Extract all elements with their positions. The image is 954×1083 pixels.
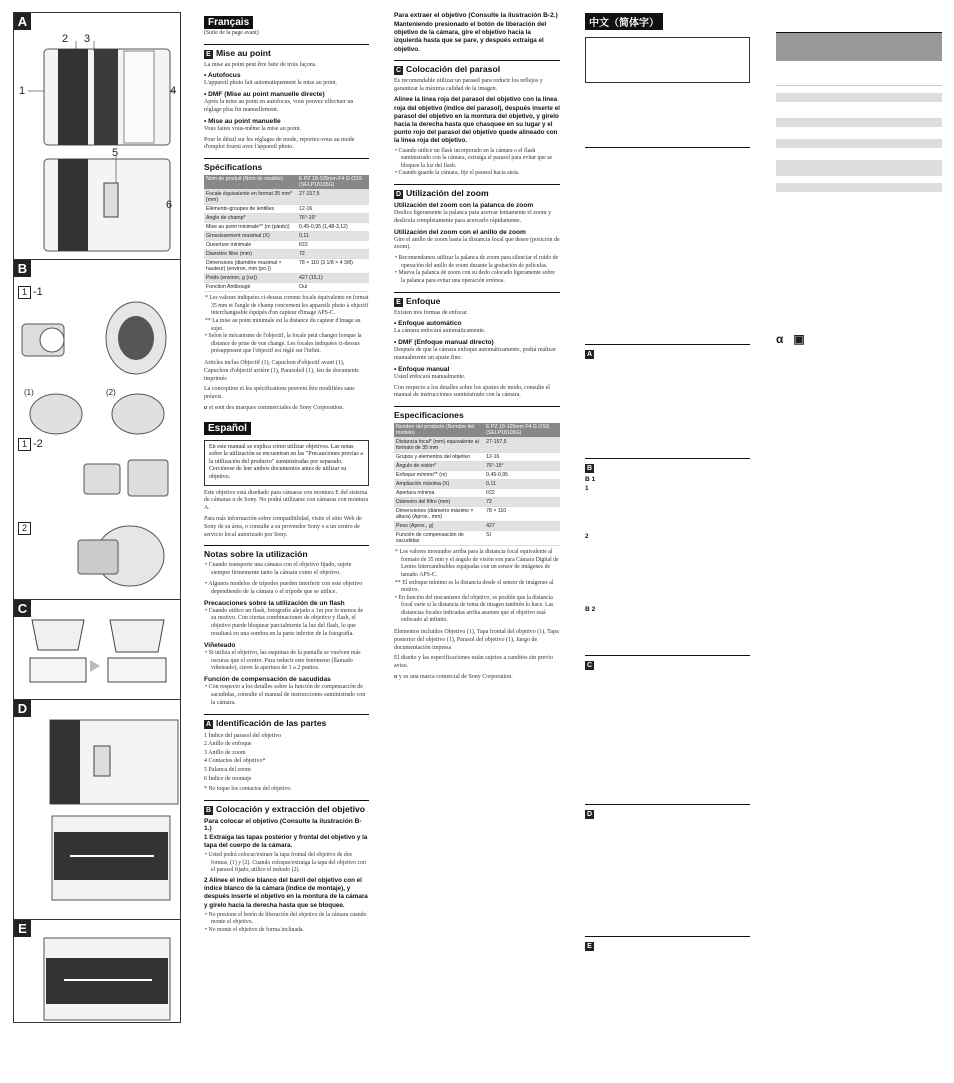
- spec-row: [204, 241, 369, 250]
- zh-trademark-logo: α ▣: [776, 332, 805, 346]
- trademark-es: α y es una marca comercial de Sony Corporation.: [394, 674, 513, 681]
- section-title-a-es: A Identificación de las partes: [204, 714, 369, 729]
- spec-cell: 12-16: [484, 453, 560, 462]
- figure-label-1: (1): [24, 388, 34, 397]
- zh-section-b1: B 1: [585, 476, 596, 483]
- section-title-e-fr: E Mise au point: [204, 44, 369, 59]
- spec-cell: 0,45-0,95 (1,48-3,12): [297, 223, 369, 232]
- spec-cell: 27-157,5: [297, 190, 369, 205]
- spec-row: [394, 438, 560, 453]
- spec-cell: Dimensions (diamètre maximal × hauteur) (environ, mm (po.)): [204, 259, 297, 274]
- spec-cell: 78 × 110 (3 1/8 × 4 3/8): [297, 259, 369, 274]
- notice-box-es: En este manual se explica cómo utilizar objetivos. Las notas sobre la utilización se encuentran en las "Precauciones previas a la utilización del producto" suministradas por separado. Cerciórese de leer ambos documentos antes de utilizar su objetivo.: [204, 440, 369, 486]
- callout-5: 5: [112, 147, 119, 159]
- spec-cell: 427: [484, 522, 560, 531]
- section-title-e-es: E Enfoque: [394, 292, 560, 307]
- figure-section-a: [14, 13, 180, 259]
- spec-cell: 12-16: [297, 205, 369, 214]
- spec-cell: 76°-15°: [484, 462, 560, 471]
- zh-section-c: C: [585, 655, 750, 670]
- trademark-fr: α et sont des marques commerciales de Sony Corporation.: [204, 404, 344, 411]
- figure-tag-e: E: [14, 920, 31, 937]
- zh-section-b2: B 2: [585, 606, 596, 614]
- spec-cell: Diamètre filtre (mm): [204, 250, 297, 259]
- spec-row: [204, 250, 369, 259]
- spec-row: [394, 498, 560, 507]
- figure-section-e: [14, 919, 180, 1025]
- column-espanol: Para extraer el objetivo (Consulte la ilustración B-2.) Manteniendo presionado el botón de liberación del objetivo de la cámara, gire el objetivo hacia la izquierda hasta que se pare, y después extraiga el objetivo. C Colocación del parasol Es recomendable utilizar un parasol para reducir los reflejos y garantizar la máxima calidad de la imagen. Alinee la línea roja del parasol del objetivo con la línea roja del objetivo (índice del parasol), después inserte el parasol del objetivo en la montura del objetivo, y gírelo hacia la derecha hasta que chasquee en su lugar y el punto rojo del parasol del objetivo quede alineado con la línea roja del objetivo. • Cuando utilice un flash incorporado en la cámara o el flash suministrado con la cámara, extraiga el parasol para evitar que se bloquee la luz del flash. • Cuando guarde la cámara, fije el parasol hacia atrás. D Utilización del zoom Utilización del zoom con la palanca de zoom Deslice ligeramente la palanca para acercar lentamente el zoom y deslícela completamente para acercarlo rápidamente. Utilización del zoom con el anillo de zoom Gire el anillo de zoom hasta la distancia focal que desee (posición de zoom). • Recomendamos utilizar la palanca de zoom para silenciar el ruido de operación del anillo de zoom durante la grabación de películas. • Mueva la palanca de zoom con su dedo colocado ligeramente sobre la palanca para evitar una operación errónea. E Enfoque Existen tres formas de enfocar. • Enfoque automático La cámara enfocará automáticamente. • DMF (Enfoque manual directo) Después de que la cámara enfoque automáticamente, podrá realizar manualmente un ajuste fino. • Enfoque manual Usted enfocará manualmente. Con respecto a los detalles sobre los ajustes de modo, consulte el manual de instrucciones suministrado con la cámara. Especificaciones Nombre del producto (Nombre del modelo) E PZ 18-105mm F4 G OSS (SELP18105G) Distancia focal* (mm) equivalente al formato de 35 mm 27-157,5 Grupos y elementos del objetivo 12-16 Ángulo de visión* 76°-15° Enfoque mínimo** (m) 0,45-0,95 Ampliación máxima (X) 0,11 Apertura mínima f/22 Diámetro del filtro (mm) 72 Dimensiones (diámetro máximo × altura) (Aprox., mm) 78 × 110 Peso (Aprox., g) 427 Función de compensación de sacudidas Sí * Los valores mostrados arriba para la distancia focal equivalente al formato de 35 mm y el ángulo de visión son para Cámara Digital de Lentes Intercambiables equipadas con un sensor de imágenes de tamaño APS-C. ** El enfoque mínimo es la distancia desde el sensor de imágenes al motivo. • En función del mecanismo del objetivo, es posible que la distancia focal varíe si la distancia de toma de imagen también lo hace. Las distancias focales indicadas arriba asumen que el objetivo está enfocado al infinito. Elementos incluidos Objetivo (1), Tapa frontal del objetivo (1), Tapa posterior del objetivo (1), Parasol del objetivo (1), Juego de documentación impresa El diseño y las especificaciones están sujetos a cambios sin previo aviso. α y es una marca comercial de Sony Corporation.: [394, 12, 560, 681]
- figure-section-c: [14, 599, 180, 700]
- spec-title-fr: Spécifications: [204, 158, 369, 172]
- spec-row: [394, 480, 560, 489]
- spec-row: [204, 223, 369, 232]
- column-francais: Français (Suite de la page avant) E Mise au point La mise au point peut être faite de trois façons. • Autofocus L'appareil photo fait automatiquement la mise au point. • DMF (Mise au point manuelle directe) Après la mise au point en autofocus, vous pouvez effectuer un réglage plus fin manuellement. • Mise au point manuelle Vous faites vous-même la mise au point. Pour le détail sur les réglages de mode, reportez-vous au mode d'emploi fourni avec l'appareil photo. Spécifications Nom de produit (Nom de modèle) E PZ 18-105mm F4 G OSS (SELP18105G) Focale équivalente en format 35 mm* (mm) 27-157,5 Éléments-groupes de lentilles 12-16 Angle de champ* 76°-15° Mise au point minimale** (m (pieds)) 0,45-0,95 (1,48-3,12) Grossissement maximal (X) 0,11 Ouverture minimale f/22 Diamètre filtre (mm) 72 Dimensions (diamètre maximal × hauteur) (environ, mm (po.)) 78 × 110 (3 1/8 × 4 3/8) Poids (environ, g (oz)) 427 (15,1) Fonction Antibougé Oui * Les valeurs indiquées ci-dessus comme focale équivalente en format 35 mm et l'angle de champ concernent les appareils photo à objectif interchangeable équipés d'un capteur d'image APS-C. ** La mise au point minimale est la distance du capteur d'image au sujet. • Selon le mécanisme de l'objectif, la focale peut changer lorsque la distance de prise de vue change. Les focales indiquées ci-dessus présupposent que l'objectif est réglé sur l'infini. Articles inclus Objectif (1), Capuchon d'objectif avant (1), Capuchon d'objectif arrière (1), Parasoleil (1), Jeu de documents imprimés La conception et les spécifications peuvent être modifiées sans préavis. α et sont des marques commerciales de Sony Corporation. Español En este manual se explica cómo utilizar objetivos. Las notas sobre la utilización se encuentran en las "Precauciones previas a la utilización del producto" suministradas por separado. Cerciórese de leer ambos documentos antes de utilizar su objetivo. Este objetivo está diseñado para cámaras con montura E del sistema de cámaras α de Sony. No podrá utilizarse con cámaras con montura A. Para más información sobre compatibilidad, visite el sitio Web de Sony de su área, o consulte a su proveedor Sony o a un centro de servicio local autorizado por Sony. Notas sobre la utilización • Cuando transporte una cámara con el objetivo fijado, sujete siempre firmemente tanto la cámara como el objetivo. • Algunos modelos de trípodes pueden interferir con este objetivo dependiendo de la cámara o el trípode que se utilice. Precauciones sobre la utilización de un flash • Cuando utilice un flash, fotografíe alejado a 1m por lo menos de su motivo. Con ciertas combinaciones de objetivo y flash, el objetivo puede bloquear parcialmente la luz del flash, lo que resultará en una sombra en la parte inferior de la fotografía. Viñeteado • Si utiliza el objetivo, las esquinas de la pantalla se vuelven más oscuras que el centro. Para reducir este fenómeno (llamado viñeteado), cierre la apertura de 1 a 2 puntos. Función de compensación de sacudidas • Con respecto a los detalles sobre la función de compensación de sacudidas, consulte el manual de instrucciones suministrado con la cámara. A Identificación de las partes 1 Índice del parasol del objetivo 2 Anillo de enfoque 3 Anillo de zoom 4 Contactos del objetivo* 5 Palanca del zoom 6 Índice de montaje * No toque los contactos del objetivo. B Colocación y extracción del objetivo Para colocar el objetivo (Consulte la ilustración B-1.) 1 Extraiga las tapas posterior y frontal del objetivo y la tapa del cuerpo de la cámara. • Usted podrá colocar/extraer la tapa frontal del objetivo de dos formas, (1) y (2). Cuando coloque/extraiga la tapa del objetivo con el parasol fijado, utilice el método (2). 2 Alinee el índice blanco del barril del objetivo con el índice blanco de la cámara (índice de montaje), y después inserte el objetivo en la montura de la cámara y gírelo hacia la derecha hasta que se bloquee. • No presione el botón de liberación del objetivo de la cámara cuando monte el objetivo. • No monte el objetivo de forma inclinada.: [204, 17, 369, 933]
- figure-tag-b: B: [14, 260, 31, 277]
- notice-box-zh: [585, 37, 750, 83]
- figure-label-b1-1: 1 -1: [18, 286, 43, 299]
- figure-tag-a: A: [14, 13, 31, 30]
- zh-spec-header: [776, 33, 942, 61]
- spec-cell: 72: [484, 498, 560, 507]
- spec-cell: E PZ 18-105mm F4 G OSS (SELP18105G): [297, 175, 369, 190]
- spec-row: [394, 462, 560, 471]
- spec-row: [204, 205, 369, 214]
- spec-cell: Nom de produit (Nom de modèle): [204, 175, 297, 190]
- spec-cell: Fonction Antibougé: [204, 283, 297, 292]
- focus-illustration: [14, 920, 180, 1025]
- zoom-illustration: [14, 700, 180, 920]
- continued-note: (Suite de la page avant): [204, 30, 259, 36]
- spec-row: [204, 232, 369, 241]
- spec-row: [394, 423, 560, 438]
- spec-cell: Angle de champ*: [204, 214, 297, 223]
- figure-tag-d: D: [14, 700, 31, 717]
- spec-cell: Grossissement maximal (X): [204, 232, 297, 241]
- zh-section-d: D: [585, 804, 750, 819]
- spec-cell: Función de compensación de sacudidas: [394, 531, 484, 546]
- spec-table-fr: [204, 175, 369, 292]
- figure-section-d: [14, 699, 180, 920]
- column-chinese: 中文（简体字） A B B 1 1 2 B 2 C D E: [585, 12, 750, 954]
- spec-cell: f/22: [484, 489, 560, 498]
- callout-1: 1: [19, 85, 26, 97]
- lens-hood-illustration: [14, 600, 180, 700]
- spec-cell: f/22: [297, 241, 369, 250]
- spec-row: [394, 531, 560, 546]
- spec-row: [204, 259, 369, 274]
- figure-tag-c: C: [14, 600, 31, 617]
- spec-cell: Dimensiones (diámetro máximo × altura) (Aprox., mm): [394, 507, 484, 522]
- zh-block-1: [585, 147, 750, 338]
- spec-cell: 0,11: [484, 480, 560, 489]
- section-title-b-es: B Colocación y extracción del objetivo: [204, 800, 369, 815]
- spec-row: [204, 214, 369, 223]
- callout-4: 4: [170, 85, 177, 97]
- spec-row: [394, 471, 560, 480]
- spec-cell: 76°-15°: [297, 214, 369, 223]
- figure-label-b1-2: 1 -2: [18, 438, 43, 451]
- spec-cell: Ángulo de visión*: [394, 462, 484, 471]
- spec-cell: Oui: [297, 283, 369, 292]
- spec-row: [394, 453, 560, 462]
- lens-mount-illustration: [14, 260, 180, 600]
- spec-cell: Focale équivalente en format 35 mm* (mm): [204, 190, 297, 205]
- spec-row: [204, 175, 369, 190]
- spec-cell: Poids (environ, g (oz)): [204, 274, 297, 283]
- spec-cell: 72: [297, 250, 369, 259]
- lang-badge-es: Español: [204, 422, 251, 435]
- spec-cell: Nombre del producto (Nombre del modelo): [394, 423, 484, 438]
- section-title-c-es: C Colocación del parasol: [394, 60, 560, 75]
- spec-cell: 27-157,5: [484, 438, 560, 453]
- spec-row: [204, 190, 369, 205]
- callout-3: 3: [84, 33, 91, 45]
- spec-cell: Éléments-groupes de lentilles: [204, 205, 297, 214]
- spec-row: [394, 507, 560, 522]
- illustration-panel: [13, 12, 181, 1023]
- spec-cell: Diámetro del filtro (mm): [394, 498, 484, 507]
- spec-table-es: [394, 423, 560, 546]
- spec-cell: Grupos y elementos del objetivo: [394, 453, 484, 462]
- spec-cell: 78 × 110: [484, 507, 560, 522]
- spec-cell: E PZ 18-105mm F4 G OSS (SELP18105G): [484, 423, 560, 438]
- zh-section-a: A: [585, 344, 750, 359]
- lang-badge-fr: Français: [204, 16, 253, 29]
- spec-cell: Mise au point minimale** (m (pieds)): [204, 223, 297, 232]
- spec-cell: 0,45-0,95: [484, 471, 560, 480]
- spec-cell: Apertura mínima: [394, 489, 484, 498]
- lang-badge-zh: 中文（简体字）: [585, 13, 663, 30]
- lens-parts-illustration: [14, 13, 180, 259]
- spec-row: [394, 522, 560, 531]
- spec-row: [394, 489, 560, 498]
- callout-6: 6: [166, 199, 173, 211]
- spec-title-es: Especificaciones: [394, 406, 560, 420]
- spec-cell: 427 (15,1): [297, 274, 369, 283]
- zh-section-b: B: [585, 458, 750, 473]
- spec-cell: Peso (Aprox., g): [394, 522, 484, 531]
- zh-section-e: E: [585, 936, 750, 951]
- figure-label-b2: 2: [18, 522, 33, 535]
- spec-cell: Distancia focal* (mm) equivalente al formato de 35 mm: [394, 438, 484, 453]
- section-title-d-es: D Utilización del zoom: [394, 184, 560, 199]
- column-chinese-specs: [776, 12, 942, 346]
- spec-cell: Ampliación máxima (X): [394, 480, 484, 489]
- figure-section-b: [14, 259, 180, 600]
- spec-cell: Enfoque mínimo** (m): [394, 471, 484, 480]
- figure-label-2: (2): [106, 388, 116, 397]
- spec-cell: Ouverture minimale: [204, 241, 297, 250]
- spec-row: [204, 274, 369, 283]
- callout-2: 2: [62, 33, 69, 45]
- spec-row: [204, 283, 369, 292]
- parts-list-es: 1 Índice del parasol del objetivo 2 Anillo de enfoque 3 Anillo de zoom 4 Contactos del objetivo* 5 Palanca del zoom 6 Índice de montaje: [204, 732, 282, 782]
- spec-cell: 0,11: [297, 232, 369, 241]
- notes-title-es: Notas sobre la utilización: [204, 545, 369, 559]
- spec-cell: Sí: [484, 531, 560, 546]
